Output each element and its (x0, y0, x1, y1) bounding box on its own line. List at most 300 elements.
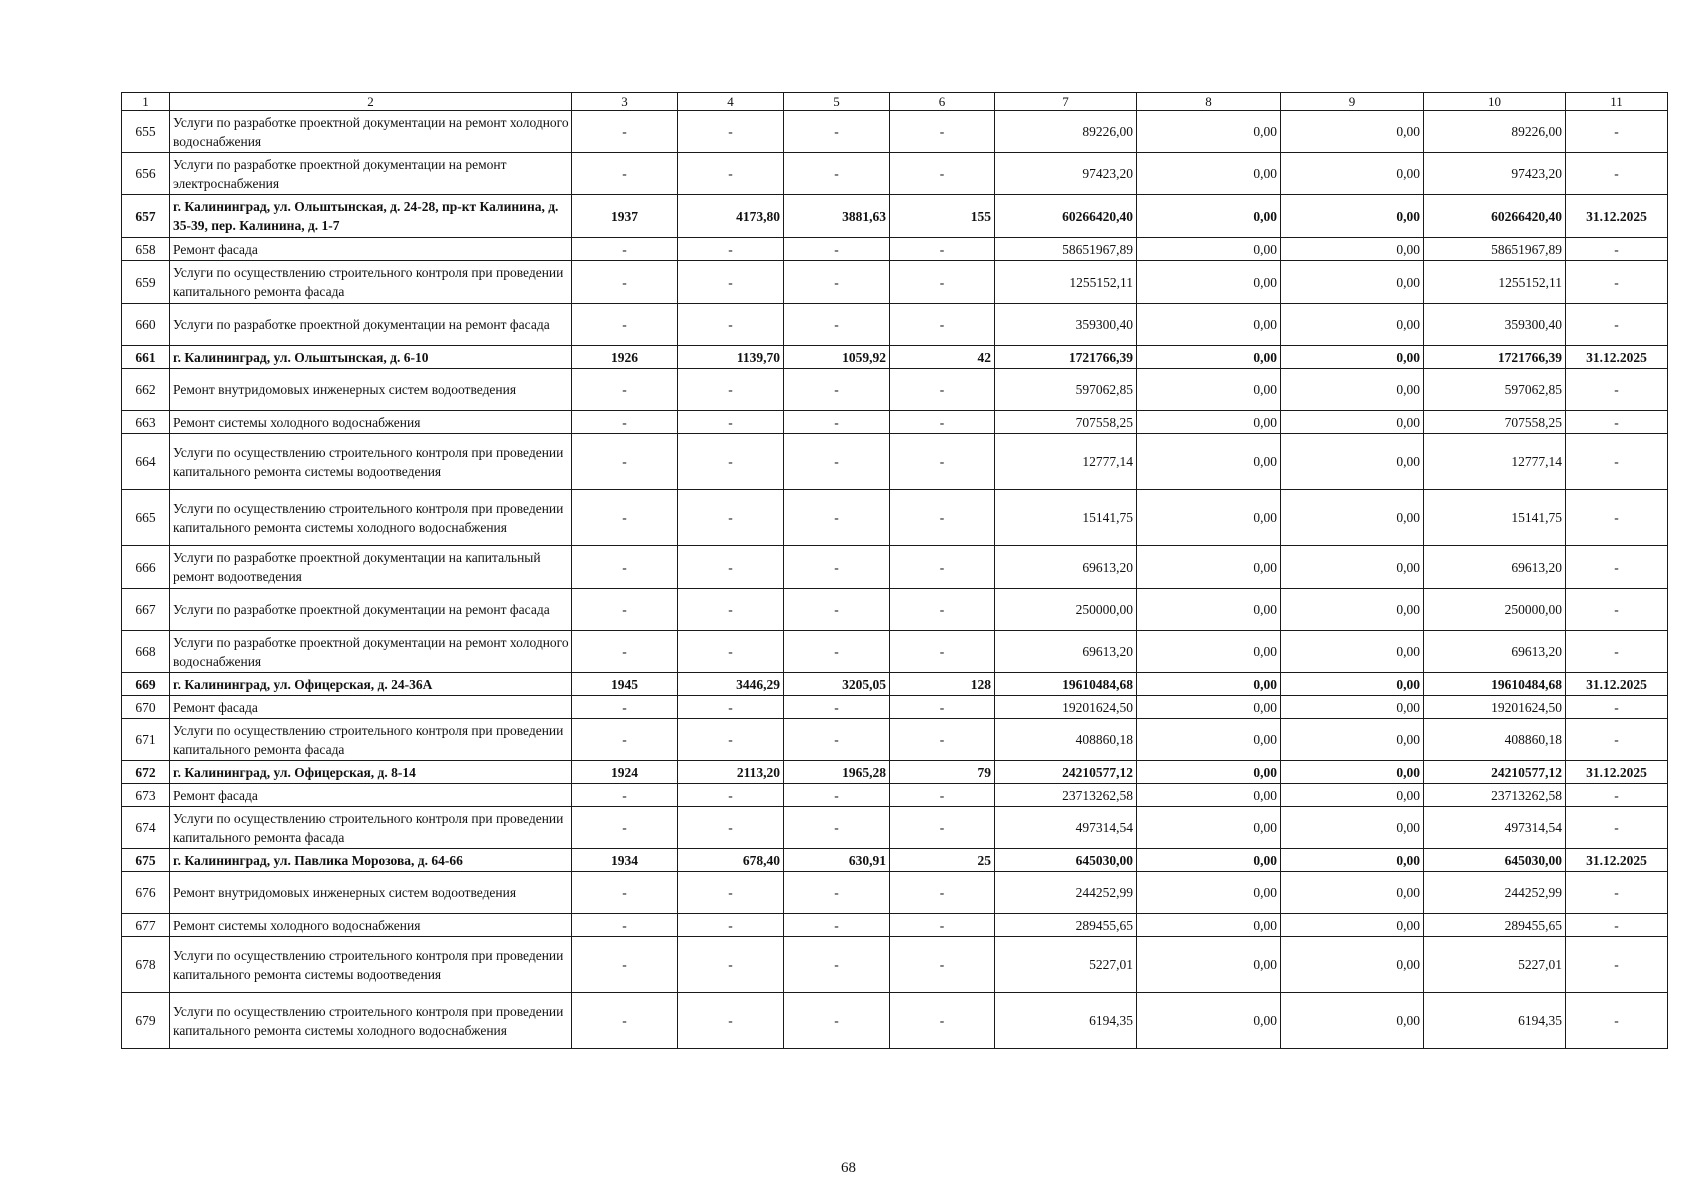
work-item-row (122, 631, 1668, 673)
total-area-cell: - (678, 369, 784, 411)
total-cost-cell: 19201624,50 (995, 696, 1137, 719)
cost-col8-cell: 0,00 (1137, 993, 1281, 1049)
column-header: 7 (995, 93, 1137, 111)
address-row (122, 673, 1668, 696)
row-number: 670 (122, 696, 170, 719)
completion-date-cell: - (1566, 238, 1668, 261)
description-cell: Услуги по разработке проектной документации на ремонт фасада (170, 304, 572, 346)
cost-col8-cell: 0,00 (1137, 849, 1281, 872)
living-area-cell: - (784, 696, 890, 719)
total-cost-cell: 359300,40 (995, 304, 1137, 346)
cost-col10-cell: 58651967,89 (1424, 238, 1566, 261)
description-cell: Услуги по осуществлению строительного контроля при проведении капитального ремонта фасада (170, 261, 572, 304)
cost-col9-cell: 0,00 (1281, 631, 1424, 673)
work-item-row (122, 696, 1668, 719)
living-area-cell: - (784, 434, 890, 490)
cost-col10-cell: 289455,65 (1424, 914, 1566, 937)
cost-col8-cell: 0,00 (1137, 434, 1281, 490)
living-area-cell: - (784, 304, 890, 346)
total-cost-cell: 1721766,39 (995, 346, 1137, 369)
description-cell: Ремонт внутридомовых инженерных систем водоотведения (170, 369, 572, 411)
description-cell: Услуги по разработке проектной документации на ремонт фасада (170, 589, 572, 631)
year-cell: 1926 (572, 346, 678, 369)
description-cell: Ремонт фасада (170, 696, 572, 719)
completion-date-cell: - (1566, 807, 1668, 849)
cost-col10-cell: 5227,01 (1424, 937, 1566, 993)
residents-cell: - (890, 261, 995, 304)
living-area-cell: 1965,28 (784, 761, 890, 784)
living-area-cell: - (784, 261, 890, 304)
residents-cell: - (890, 807, 995, 849)
row-number: 679 (122, 993, 170, 1049)
total-area-cell: - (678, 937, 784, 993)
column-header: 6 (890, 93, 995, 111)
work-item-row (122, 490, 1668, 546)
completion-date-cell: - (1566, 937, 1668, 993)
cost-col10-cell: 244252,99 (1424, 872, 1566, 914)
total-cost-cell: 597062,85 (995, 369, 1137, 411)
cost-col9-cell: 0,00 (1281, 589, 1424, 631)
work-item-row (122, 238, 1668, 261)
row-number: 676 (122, 872, 170, 914)
cost-col8-cell: 0,00 (1137, 195, 1281, 238)
living-area-cell: 3205,05 (784, 673, 890, 696)
column-header: 10 (1424, 93, 1566, 111)
column-header: 3 (572, 93, 678, 111)
cost-col8-cell: 0,00 (1137, 490, 1281, 546)
cost-col8-cell: 0,00 (1137, 631, 1281, 673)
description-cell: Ремонт фасада (170, 784, 572, 807)
completion-date-cell: - (1566, 304, 1668, 346)
column-header: 5 (784, 93, 890, 111)
work-item-row (122, 411, 1668, 434)
description-cell: Услуги по осуществлению строительного контроля при проведении капитального ремонта фасада (170, 719, 572, 761)
work-item-row (122, 111, 1668, 153)
description-cell: Ремонт фасада (170, 238, 572, 261)
completion-date-cell: - (1566, 546, 1668, 589)
total-cost-cell: 289455,65 (995, 914, 1137, 937)
total-area-cell: 678,40 (678, 849, 784, 872)
work-item-row (122, 937, 1668, 993)
work-item-row (122, 304, 1668, 346)
total-area-cell: - (678, 719, 784, 761)
cost-col8-cell: 0,00 (1137, 872, 1281, 914)
cost-col10-cell: 1721766,39 (1424, 346, 1566, 369)
year-cell: - (572, 993, 678, 1049)
year-cell: - (572, 589, 678, 631)
residents-cell: - (890, 304, 995, 346)
total-area-cell: - (678, 411, 784, 434)
cost-col8-cell: 0,00 (1137, 238, 1281, 261)
cost-col8-cell: 0,00 (1137, 111, 1281, 153)
total-cost-cell: 6194,35 (995, 993, 1137, 1049)
completion-date-cell: 31.12.2025 (1566, 849, 1668, 872)
work-item-row (122, 993, 1668, 1049)
row-number: 673 (122, 784, 170, 807)
cost-col8-cell: 0,00 (1137, 807, 1281, 849)
description-cell: Ремонт внутридомовых инженерных систем водоотведения (170, 872, 572, 914)
total-area-cell: - (678, 546, 784, 589)
residents-cell: - (890, 914, 995, 937)
living-area-cell: - (784, 411, 890, 434)
cost-col10-cell: 408860,18 (1424, 719, 1566, 761)
cost-col10-cell: 645030,00 (1424, 849, 1566, 872)
cost-col8-cell: 0,00 (1137, 346, 1281, 369)
total-cost-cell: 408860,18 (995, 719, 1137, 761)
completion-date-cell: - (1566, 490, 1668, 546)
cost-col10-cell: 69613,20 (1424, 631, 1566, 673)
cost-col8-cell: 0,00 (1137, 546, 1281, 589)
total-area-cell: - (678, 304, 784, 346)
work-item-row (122, 434, 1668, 490)
cost-col9-cell: 0,00 (1281, 872, 1424, 914)
total-cost-cell: 69613,20 (995, 546, 1137, 589)
cost-col9-cell: 0,00 (1281, 914, 1424, 937)
cost-col9-cell: 0,00 (1281, 490, 1424, 546)
residents-cell: - (890, 111, 995, 153)
living-area-cell: - (784, 631, 890, 673)
cost-col10-cell: 60266420,40 (1424, 195, 1566, 238)
description-cell: г. Калининград, ул. Ольштынская, д. 24-28, пр-кт Калинина, д. 35-39, пер. Калинина, д. 1-7 (170, 195, 572, 238)
residents-cell: - (890, 411, 995, 434)
living-area-cell: - (784, 719, 890, 761)
living-area-cell: - (784, 238, 890, 261)
column-header: 8 (1137, 93, 1281, 111)
description-cell: Услуги по осуществлению строительного контроля при проведении капитального ремонта системы водоотведения (170, 434, 572, 490)
residents-cell: - (890, 369, 995, 411)
row-number: 659 (122, 261, 170, 304)
residents-cell: - (890, 589, 995, 631)
residents-cell: 155 (890, 195, 995, 238)
residents-cell: 79 (890, 761, 995, 784)
living-area-cell: - (784, 993, 890, 1049)
total-area-cell: - (678, 589, 784, 631)
cost-col10-cell: 97423,20 (1424, 153, 1566, 195)
cost-col10-cell: 23713262,58 (1424, 784, 1566, 807)
living-area-cell: - (784, 807, 890, 849)
cost-col9-cell: 0,00 (1281, 937, 1424, 993)
cost-col9-cell: 0,00 (1281, 807, 1424, 849)
cost-col8-cell: 0,00 (1137, 153, 1281, 195)
total-cost-cell: 89226,00 (995, 111, 1137, 153)
residents-cell: - (890, 872, 995, 914)
completion-date-cell: 31.12.2025 (1566, 673, 1668, 696)
completion-date-cell: - (1566, 631, 1668, 673)
year-cell: - (572, 696, 678, 719)
description-cell: Услуги по осуществлению строительного контроля при проведении капитального ремонта системы холодного водоснабжения (170, 490, 572, 546)
completion-date-cell: - (1566, 993, 1668, 1049)
total-cost-cell: 5227,01 (995, 937, 1137, 993)
residents-cell: - (890, 238, 995, 261)
cost-col10-cell: 6194,35 (1424, 993, 1566, 1049)
description-cell: Услуги по разработке проектной документации на ремонт холодного водоснабжения (170, 111, 572, 153)
year-cell: - (572, 261, 678, 304)
total-cost-cell: 24210577,12 (995, 761, 1137, 784)
total-area-cell: 1139,70 (678, 346, 784, 369)
residents-cell: - (890, 784, 995, 807)
total-cost-cell: 12777,14 (995, 434, 1137, 490)
cost-col10-cell: 12777,14 (1424, 434, 1566, 490)
cost-col8-cell: 0,00 (1137, 673, 1281, 696)
total-cost-cell: 60266420,40 (995, 195, 1137, 238)
cost-col9-cell: 0,00 (1281, 261, 1424, 304)
completion-date-cell: - (1566, 153, 1668, 195)
cost-col9-cell: 0,00 (1281, 993, 1424, 1049)
total-cost-cell: 15141,75 (995, 490, 1137, 546)
cost-col9-cell: 0,00 (1281, 849, 1424, 872)
total-area-cell: - (678, 872, 784, 914)
year-cell: - (572, 807, 678, 849)
cost-col9-cell: 0,00 (1281, 195, 1424, 238)
cost-col10-cell: 707558,25 (1424, 411, 1566, 434)
row-number: 660 (122, 304, 170, 346)
residents-cell: - (890, 937, 995, 993)
cost-col9-cell: 0,00 (1281, 238, 1424, 261)
cost-col10-cell: 19610484,68 (1424, 673, 1566, 696)
work-item-row (122, 807, 1668, 849)
cost-col8-cell: 0,00 (1137, 719, 1281, 761)
address-row (122, 761, 1668, 784)
total-area-cell: 3446,29 (678, 673, 784, 696)
cost-col10-cell: 15141,75 (1424, 490, 1566, 546)
completion-date-cell: - (1566, 261, 1668, 304)
description-cell: г. Калининград, ул. Павлика Морозова, д. 64-66 (170, 849, 572, 872)
living-area-cell: - (784, 546, 890, 589)
cost-col10-cell: 19201624,50 (1424, 696, 1566, 719)
completion-date-cell: - (1566, 111, 1668, 153)
cost-col9-cell: 0,00 (1281, 111, 1424, 153)
cost-col9-cell: 0,00 (1281, 434, 1424, 490)
year-cell: 1945 (572, 673, 678, 696)
completion-date-cell: - (1566, 696, 1668, 719)
row-number: 658 (122, 238, 170, 261)
address-row (122, 346, 1668, 369)
row-number: 674 (122, 807, 170, 849)
living-area-cell: 630,91 (784, 849, 890, 872)
year-cell: - (572, 937, 678, 993)
completion-date-cell: - (1566, 719, 1668, 761)
cost-col9-cell: 0,00 (1281, 761, 1424, 784)
column-header: 11 (1566, 93, 1668, 111)
description-cell: г. Калининград, ул. Офицерская, д. 8-14 (170, 761, 572, 784)
total-area-cell: 4173,80 (678, 195, 784, 238)
living-area-cell: - (784, 369, 890, 411)
total-area-cell: - (678, 111, 784, 153)
row-number: 669 (122, 673, 170, 696)
cost-col10-cell: 250000,00 (1424, 589, 1566, 631)
cost-col8-cell: 0,00 (1137, 411, 1281, 434)
total-area-cell: - (678, 631, 784, 673)
cost-col9-cell: 0,00 (1281, 719, 1424, 761)
residents-cell: - (890, 546, 995, 589)
completion-date-cell: - (1566, 411, 1668, 434)
living-area-cell: - (784, 589, 890, 631)
description-cell: Услуги по осуществлению строительного контроля при проведении капитального ремонта фасада (170, 807, 572, 849)
total-cost-cell: 1255152,11 (995, 261, 1137, 304)
cost-col8-cell: 0,00 (1137, 304, 1281, 346)
year-cell: - (572, 411, 678, 434)
address-row (122, 195, 1668, 238)
residents-cell: 128 (890, 673, 995, 696)
cost-col8-cell: 0,00 (1137, 914, 1281, 937)
column-header: 9 (1281, 93, 1424, 111)
work-item-row (122, 719, 1668, 761)
total-cost-cell: 497314,54 (995, 807, 1137, 849)
total-area-cell: - (678, 153, 784, 195)
residents-cell: - (890, 434, 995, 490)
column-number-header-row (122, 93, 1668, 111)
cost-col8-cell: 0,00 (1137, 937, 1281, 993)
description-cell: Услуги по разработке проектной документации на ремонт холодного водоснабжения (170, 631, 572, 673)
row-number: 665 (122, 490, 170, 546)
year-cell: 1924 (572, 761, 678, 784)
work-item-row (122, 589, 1668, 631)
cost-col9-cell: 0,00 (1281, 346, 1424, 369)
year-cell: - (572, 238, 678, 261)
year-cell: - (572, 490, 678, 546)
residents-cell: - (890, 490, 995, 546)
row-number: 675 (122, 849, 170, 872)
living-area-cell: - (784, 914, 890, 937)
cost-col10-cell: 69613,20 (1424, 546, 1566, 589)
completion-date-cell: - (1566, 369, 1668, 411)
cost-col9-cell: 0,00 (1281, 411, 1424, 434)
row-number: 664 (122, 434, 170, 490)
residents-cell: - (890, 153, 995, 195)
year-cell: - (572, 784, 678, 807)
row-number: 667 (122, 589, 170, 631)
total-cost-cell: 244252,99 (995, 872, 1137, 914)
description-cell: г. Калининград, ул. Ольштынская, д. 6-10 (170, 346, 572, 369)
cost-col9-cell: 0,00 (1281, 304, 1424, 346)
cost-col9-cell: 0,00 (1281, 696, 1424, 719)
work-item-row (122, 872, 1668, 914)
row-number: 671 (122, 719, 170, 761)
cost-col10-cell: 497314,54 (1424, 807, 1566, 849)
total-cost-cell: 97423,20 (995, 153, 1137, 195)
residents-cell: - (890, 993, 995, 1049)
completion-date-cell: 31.12.2025 (1566, 346, 1668, 369)
completion-date-cell: - (1566, 589, 1668, 631)
living-area-cell: - (784, 937, 890, 993)
total-area-cell: - (678, 914, 784, 937)
cost-col10-cell: 24210577,12 (1424, 761, 1566, 784)
row-number: 668 (122, 631, 170, 673)
completion-date-cell: - (1566, 784, 1668, 807)
residents-cell: - (890, 631, 995, 673)
completion-date-cell: - (1566, 434, 1668, 490)
row-number: 677 (122, 914, 170, 937)
year-cell: - (572, 153, 678, 195)
column-header: 2 (170, 93, 572, 111)
living-area-cell: - (784, 153, 890, 195)
year-cell: 1937 (572, 195, 678, 238)
cost-col10-cell: 359300,40 (1424, 304, 1566, 346)
total-cost-cell: 23713262,58 (995, 784, 1137, 807)
cost-col8-cell: 0,00 (1137, 696, 1281, 719)
work-item-row (122, 914, 1668, 937)
completion-date-cell: 31.12.2025 (1566, 195, 1668, 238)
year-cell: 1934 (572, 849, 678, 872)
cost-col8-cell: 0,00 (1137, 261, 1281, 304)
living-area-cell: 1059,92 (784, 346, 890, 369)
total-cost-cell: 250000,00 (995, 589, 1137, 631)
work-item-row (122, 369, 1668, 411)
row-number: 678 (122, 937, 170, 993)
row-number: 657 (122, 195, 170, 238)
total-area-cell: - (678, 434, 784, 490)
cost-col9-cell: 0,00 (1281, 673, 1424, 696)
row-number: 655 (122, 111, 170, 153)
cost-col8-cell: 0,00 (1137, 761, 1281, 784)
work-item-row (122, 153, 1668, 195)
total-cost-cell: 707558,25 (995, 411, 1137, 434)
completion-date-cell: - (1566, 914, 1668, 937)
completion-date-cell: - (1566, 872, 1668, 914)
year-cell: - (572, 304, 678, 346)
total-area-cell: - (678, 261, 784, 304)
description-cell: Услуги по осуществлению строительного контроля при проведении капитального ремонта системы водоотведения (170, 937, 572, 993)
total-area-cell: - (678, 784, 784, 807)
column-header: 1 (122, 93, 170, 111)
cost-col8-cell: 0,00 (1137, 784, 1281, 807)
work-item-row (122, 261, 1668, 304)
cost-col10-cell: 89226,00 (1424, 111, 1566, 153)
cost-col10-cell: 1255152,11 (1424, 261, 1566, 304)
completion-date-cell: 31.12.2025 (1566, 761, 1668, 784)
address-row (122, 849, 1668, 872)
residents-cell: - (890, 696, 995, 719)
row-number: 656 (122, 153, 170, 195)
cost-col9-cell: 0,00 (1281, 546, 1424, 589)
year-cell: - (572, 914, 678, 937)
description-cell: Ремонт системы холодного водоснабжения (170, 914, 572, 937)
residents-cell: 25 (890, 849, 995, 872)
year-cell: - (572, 719, 678, 761)
year-cell: - (572, 434, 678, 490)
living-area-cell: - (784, 111, 890, 153)
description-cell: Ремонт системы холодного водоснабжения (170, 411, 572, 434)
cost-col8-cell: 0,00 (1137, 589, 1281, 631)
row-number: 666 (122, 546, 170, 589)
description-cell: Услуги по разработке проектной документации на ремонт электроснабжения (170, 153, 572, 195)
year-cell: - (572, 631, 678, 673)
total-area-cell: - (678, 238, 784, 261)
row-number: 672 (122, 761, 170, 784)
total-cost-cell: 645030,00 (995, 849, 1137, 872)
total-area-cell: 2113,20 (678, 761, 784, 784)
year-cell: - (572, 872, 678, 914)
residents-cell: - (890, 719, 995, 761)
total-area-cell: - (678, 993, 784, 1049)
living-area-cell: - (784, 784, 890, 807)
residents-cell: 42 (890, 346, 995, 369)
year-cell: - (572, 546, 678, 589)
living-area-cell: - (784, 490, 890, 546)
total-cost-cell: 69613,20 (995, 631, 1137, 673)
row-number: 662 (122, 369, 170, 411)
year-cell: - (572, 111, 678, 153)
cost-col9-cell: 0,00 (1281, 369, 1424, 411)
cost-col10-cell: 597062,85 (1424, 369, 1566, 411)
description-cell: Услуги по разработке проектной документации на капитальный ремонт водоотведения (170, 546, 572, 589)
total-area-cell: - (678, 807, 784, 849)
repair-program-table (121, 92, 1668, 1049)
total-cost-cell: 19610484,68 (995, 673, 1137, 696)
column-header: 4 (678, 93, 784, 111)
description-cell: г. Калининград, ул. Офицерская, д. 24-36А (170, 673, 572, 696)
work-item-row (122, 784, 1668, 807)
